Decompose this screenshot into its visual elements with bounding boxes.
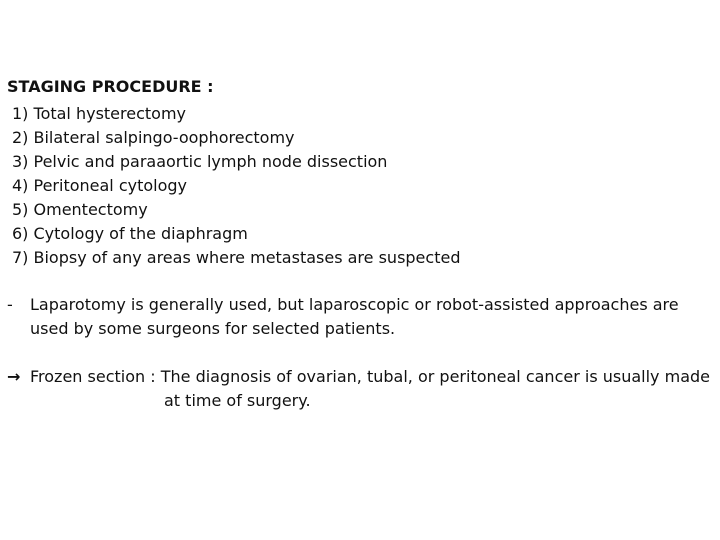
- dash-bullet: -: [7, 295, 13, 314]
- list-item: 3) Pelvic and paraaortic lymph node dissection: [12, 152, 388, 171]
- frozen-section-text-line2: at time of surgery.: [164, 391, 311, 410]
- frozen-section-note: [7, 365, 719, 413]
- list-item: 5) Omentectomy: [12, 200, 148, 219]
- list-item: 1) Total hysterectomy: [12, 104, 187, 123]
- laparotomy-note-text: Laparotomy is generally used, but laparoscopic or robot-assisted approaches are used by some surgeons for selected patients.: [30, 295, 679, 338]
- laparotomy-note: [7, 293, 707, 341]
- page-title: STAGING PROCEDURE :: [7, 77, 214, 96]
- list-item: 2) Bilateral salpingo-oophorectomy: [12, 128, 295, 147]
- frozen-section-label: Frozen section :: [30, 367, 156, 386]
- list-item: 4) Peritoneal cytology: [12, 176, 188, 195]
- staging-steps-list: [12, 102, 460, 270]
- list-item: 6) Cytology of the diaphragm: [12, 224, 248, 243]
- frozen-section-text-line1: The diagnosis of ovarian, tubal, or peritoneal cancer is usually made: [160, 367, 710, 386]
- list-item: 7) Biopsy of any areas where metastases are suspected: [12, 248, 461, 267]
- arrow-right-icon: →: [7, 367, 21, 386]
